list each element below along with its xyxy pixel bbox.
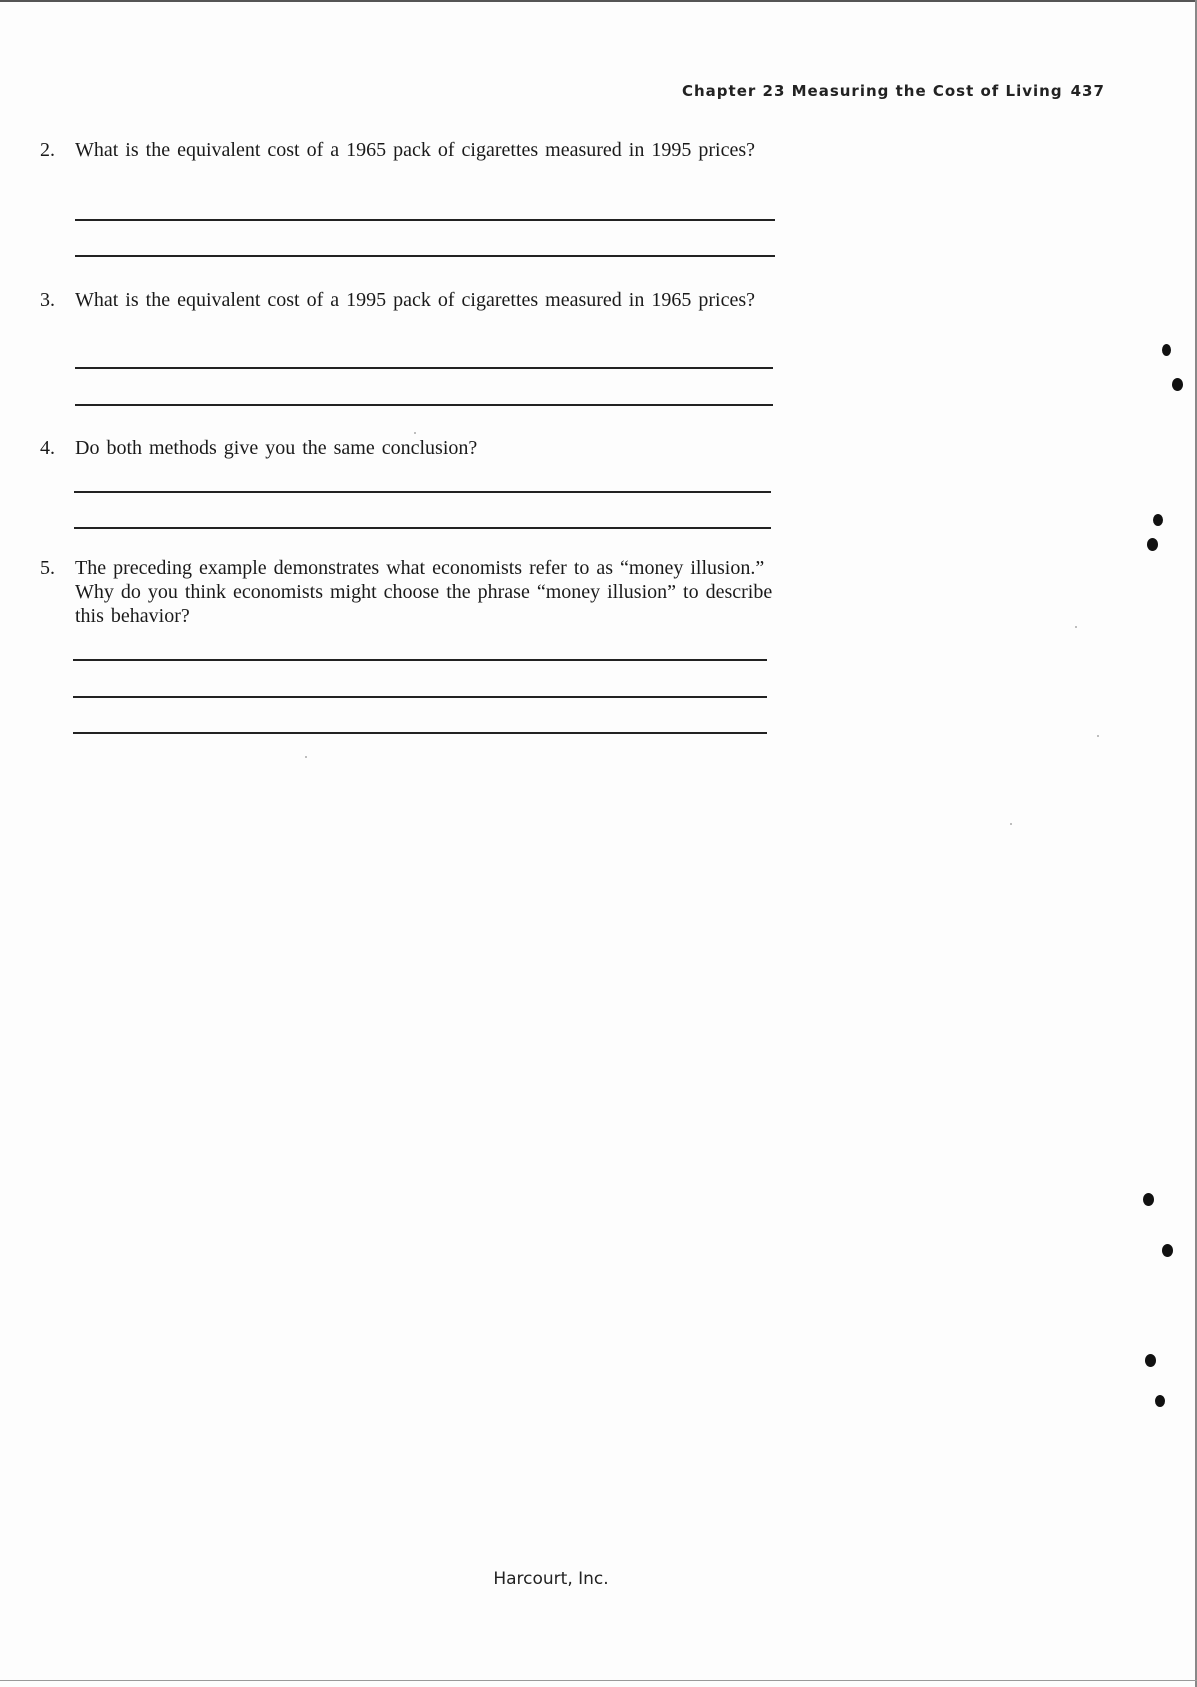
answer-line-q3-2[interactable] xyxy=(75,404,773,406)
answer-line-q2-1[interactable] xyxy=(75,219,775,221)
scan-speck xyxy=(1097,735,1099,737)
binder-hole-mark xyxy=(1155,1395,1165,1407)
top-edge-rule xyxy=(0,0,1197,2)
binder-hole-mark xyxy=(1172,378,1183,391)
scan-speck xyxy=(1010,823,1012,825)
question-text: Do both methods give you the same conclusion? xyxy=(75,437,478,459)
answer-line-q4-2[interactable] xyxy=(74,527,771,529)
scan-speck xyxy=(305,756,307,758)
answer-line-q5-2[interactable] xyxy=(73,696,767,698)
question-number: 3. xyxy=(40,289,55,311)
binder-hole-mark xyxy=(1153,514,1163,526)
question-3 xyxy=(40,288,800,312)
answer-line-q3-1[interactable] xyxy=(75,367,773,369)
page-footer xyxy=(0,1569,1197,1589)
question-5 xyxy=(40,556,800,628)
question-text: What is the equivalent cost of a 1995 pack of cigarettes measured in 1965 prices? xyxy=(75,289,755,311)
publisher-credit: Harcourt, Inc. xyxy=(493,1569,609,1589)
binder-hole-mark xyxy=(1143,1193,1154,1206)
question-number: 2. xyxy=(40,139,55,161)
question-number: 5. xyxy=(40,557,55,579)
bottom-edge-rule xyxy=(0,1680,1197,1681)
binder-hole-mark xyxy=(1162,1244,1173,1257)
scan-speck xyxy=(1075,626,1077,628)
page-number: 437 xyxy=(1070,82,1105,100)
running-head xyxy=(682,82,1105,100)
binder-hole-mark xyxy=(1162,344,1171,356)
binder-hole-mark xyxy=(1145,1354,1156,1367)
running-head-title: Chapter 23 Measuring the Cost of Living xyxy=(682,82,1063,100)
binder-hole-mark xyxy=(1147,538,1158,551)
question-text: What is the equivalent cost of a 1965 pack of cigarettes measured in 1995 prices? xyxy=(75,139,755,161)
scan-speck xyxy=(414,432,416,434)
answer-line-q4-1[interactable] xyxy=(74,491,771,493)
question-text: The preceding example demonstrates what economists refer to as “money illusion.” Why do you think economists might choose the phrase “money illusion” to describe this behavior? xyxy=(75,557,773,627)
answer-line-q5-3[interactable] xyxy=(73,732,767,734)
question-number: 4. xyxy=(40,437,55,459)
question-2 xyxy=(40,138,800,162)
answer-line-q5-1[interactable] xyxy=(73,659,767,661)
question-4 xyxy=(40,436,800,460)
answer-line-q2-2[interactable] xyxy=(75,255,775,257)
